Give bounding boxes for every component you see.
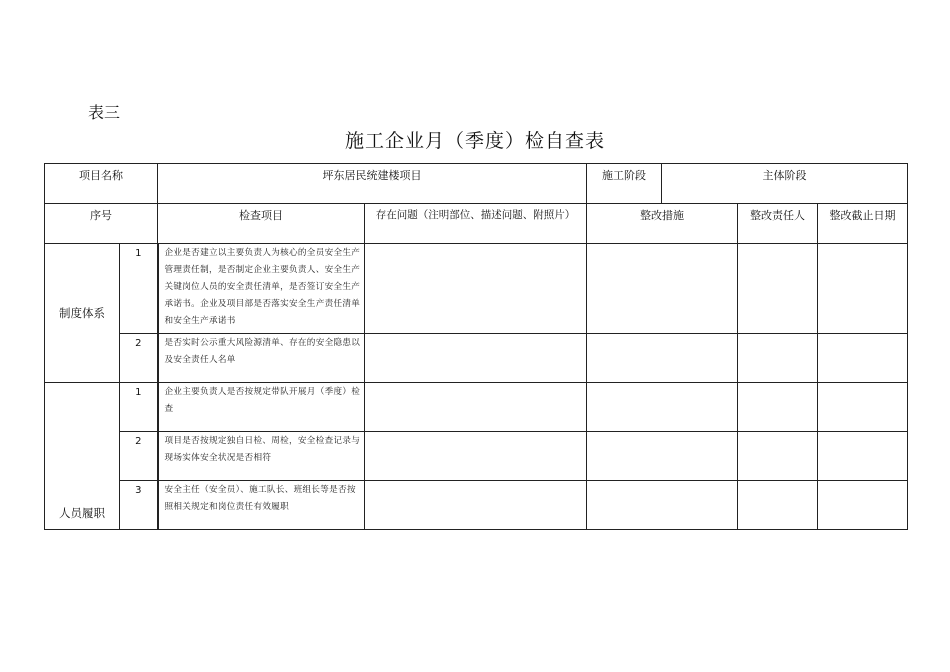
responsible-cell[interactable] bbox=[738, 481, 818, 530]
document-title: 施工企业月（季度）检自查表 bbox=[344, 130, 605, 152]
column-header-deadline: 整改截止日期 bbox=[818, 204, 908, 244]
category-cell: 制度体系 bbox=[45, 244, 120, 383]
issues-cell[interactable] bbox=[365, 334, 587, 383]
stage-label: 施工阶段 bbox=[587, 164, 662, 204]
project-name-label: 项目名称 bbox=[45, 164, 158, 204]
table-row bbox=[45, 334, 908, 383]
self-inspection-table bbox=[44, 163, 908, 530]
row-number: 1 bbox=[120, 383, 158, 432]
table-row bbox=[45, 481, 908, 530]
row-number: 1 bbox=[120, 244, 158, 334]
responsible-cell[interactable] bbox=[738, 383, 818, 432]
deadline-cell[interactable] bbox=[818, 244, 908, 334]
measures-cell[interactable] bbox=[587, 244, 738, 334]
measures-cell[interactable] bbox=[587, 334, 738, 383]
deadline-cell[interactable] bbox=[818, 481, 908, 530]
check-item-text: 项目是否按规定独自日检、周检，安全检查记录与现场实体安全状况是否相符 bbox=[158, 432, 365, 481]
row-number: 3 bbox=[120, 481, 158, 530]
issues-cell[interactable] bbox=[365, 481, 587, 530]
responsible-cell[interactable] bbox=[738, 244, 818, 334]
column-header-measures: 整改措施 bbox=[587, 204, 738, 244]
check-item-text: 安全主任（安全员）、施工队长、班组长等是否按照相关规定和岗位责任有效履职 bbox=[158, 481, 365, 530]
measures-cell[interactable] bbox=[587, 481, 738, 530]
header-row-columns bbox=[45, 204, 908, 244]
row-number: 2 bbox=[120, 432, 158, 481]
issues-cell[interactable] bbox=[365, 244, 587, 334]
check-item-text: 是否实时公示重大风险源清单、存在的安全隐患以及安全责任人名单 bbox=[158, 334, 365, 383]
table-row bbox=[45, 383, 908, 432]
header-row-project bbox=[45, 164, 908, 204]
column-header-responsible: 整改责任人 bbox=[738, 204, 818, 244]
deadline-cell[interactable] bbox=[818, 383, 908, 432]
measures-cell[interactable] bbox=[587, 383, 738, 432]
issues-cell[interactable] bbox=[365, 432, 587, 481]
deadline-cell[interactable] bbox=[818, 432, 908, 481]
row-number: 2 bbox=[120, 334, 158, 383]
table-row bbox=[45, 432, 908, 481]
responsible-cell[interactable] bbox=[738, 334, 818, 383]
issues-cell[interactable] bbox=[365, 383, 587, 432]
column-header-seq: 序号 bbox=[45, 204, 158, 244]
check-item-text: 企业是否建立以主要负责人为核心的全员安全生产管理责任制，是否制定企业主要负责人、安全生产关键岗位人员的安全责任清单，是否签订安全生产承诺书。企业及项目部是否落实安全生产责任清单和安全生产承诺书 bbox=[158, 244, 365, 334]
category-cell: 人员履职 bbox=[45, 383, 120, 530]
project-name-value: 坪东居民统建楼项目 bbox=[158, 164, 587, 204]
check-item-text: 企业主要负责人是否按规定带队开展月（季度）检查 bbox=[158, 383, 365, 432]
deadline-cell[interactable] bbox=[818, 334, 908, 383]
responsible-cell[interactable] bbox=[738, 432, 818, 481]
column-header-issues: 存在问题（注明部位、描述问题、附照片） bbox=[365, 204, 587, 244]
table-row bbox=[45, 244, 908, 334]
table-number-label: 表三 bbox=[88, 103, 121, 122]
stage-value: 主体阶段 bbox=[662, 164, 908, 204]
column-header-check-item: 检查项目 bbox=[158, 204, 365, 244]
measures-cell[interactable] bbox=[587, 432, 738, 481]
